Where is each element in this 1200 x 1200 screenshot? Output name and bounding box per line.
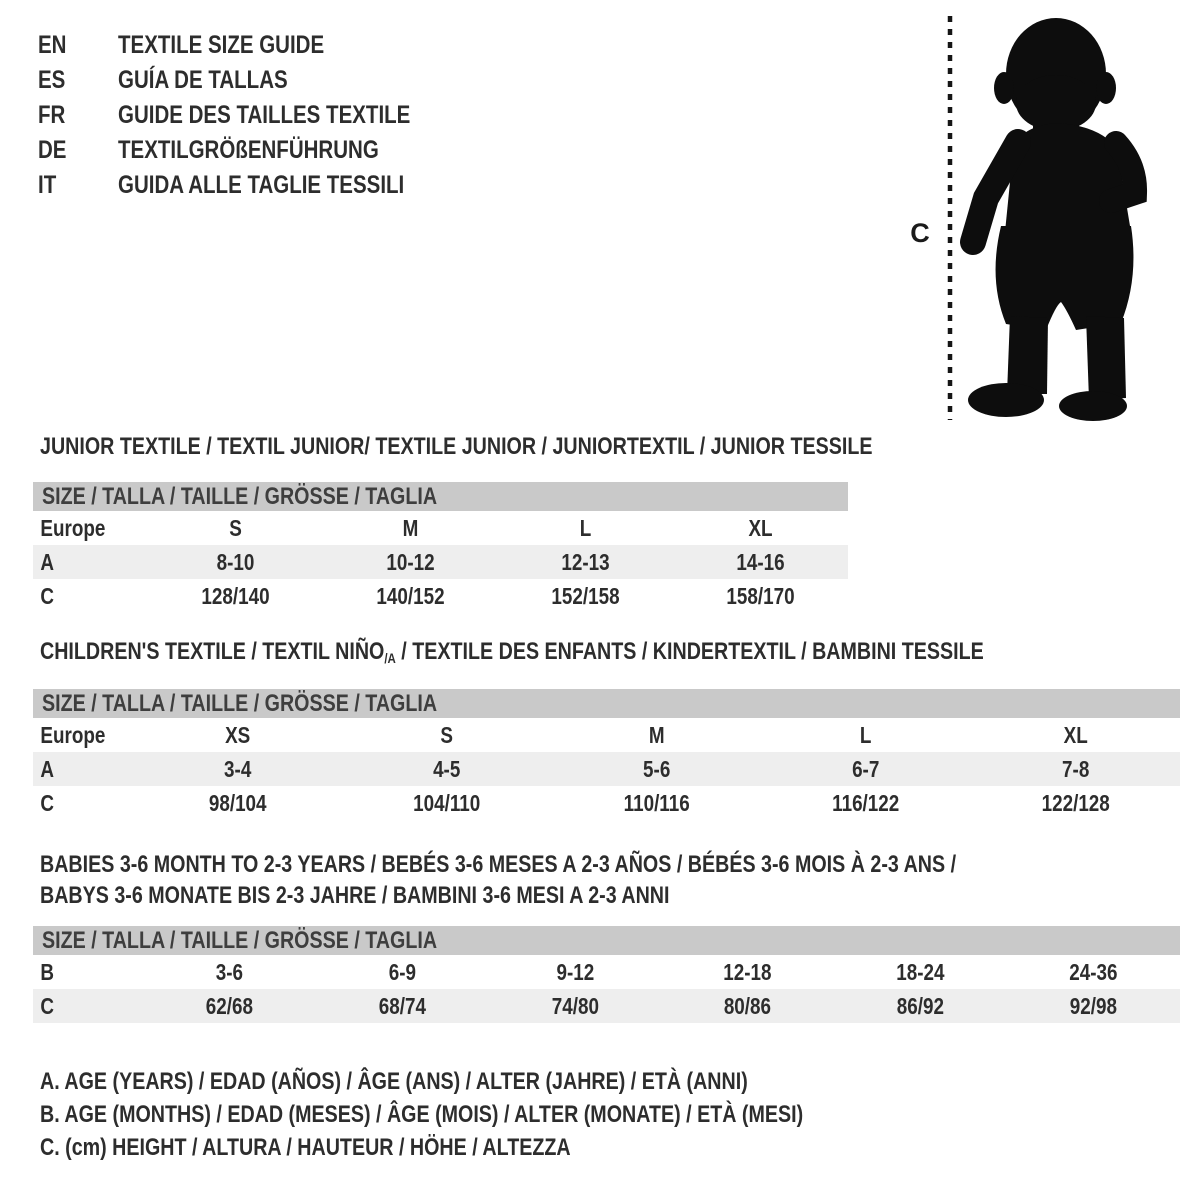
- size-cell: XS: [225, 721, 251, 748]
- table-row-age: [33, 545, 848, 579]
- size-header-text: SIZE / TALLA / TAILLE / GRÖSSE / TAGLIA: [42, 926, 438, 954]
- measurement-legend: [40, 1065, 971, 1164]
- size-cell: S: [440, 721, 454, 748]
- language-code: EN: [38, 31, 67, 59]
- height-cell: 62/68: [205, 992, 254, 1019]
- height-cell: 116/122: [832, 789, 900, 816]
- row-label: A: [40, 548, 55, 575]
- language-title: GUÍA DE TALLAS: [118, 66, 288, 94]
- size-header-text: SIZE / TALLA / TAILLE / GRÖSSE / TAGLIA: [42, 689, 438, 717]
- height-cell: 92/98: [1069, 992, 1118, 1019]
- age-cell: 7-8: [1061, 755, 1089, 782]
- height-cell: 86/92: [897, 992, 945, 1019]
- age-cell: 24-36: [1069, 958, 1118, 985]
- language-title: TEXTILE SIZE GUIDE: [118, 31, 325, 59]
- row-label: C: [40, 789, 55, 816]
- height-cell: 128/140: [201, 582, 270, 609]
- toddler-figure: [890, 0, 1200, 430]
- legend-line-height: C. (cm) HEIGHT / ALTURA / HAUTEUR / HÖHE / ALTEZZA: [40, 1133, 571, 1161]
- age-cell: 12-18: [723, 958, 773, 985]
- junior-section-heading: JUNIOR TEXTILE / TEXTIL JUNIOR/ TEXTILE JUNIOR / JUNIORTEXTIL / JUNIOR TESSILE: [40, 433, 873, 460]
- size-header-bar: [33, 689, 1180, 718]
- language-title: TEXTILGRÖßENFÜHRUNG: [118, 136, 379, 164]
- height-cell: 158/170: [726, 582, 795, 609]
- height-cell: 68/74: [378, 992, 426, 1019]
- age-cell: 6-9: [388, 958, 416, 985]
- language-code: ES: [38, 66, 66, 94]
- language-row: [38, 28, 475, 63]
- age-cell: 9-12: [556, 958, 594, 985]
- row-label: B: [40, 958, 55, 985]
- age-cell: 14-16: [736, 548, 785, 575]
- height-cell: 152/158: [551, 582, 620, 609]
- size-header-bar: [33, 482, 848, 511]
- toddler-silhouette: [968, 18, 1135, 421]
- age-cell: 5-6: [642, 755, 671, 782]
- size-cell: M: [648, 721, 665, 748]
- children-heading-suffix: / TEXTILE DES ENFANTS / KINDERTEXTIL / BAMBINI TESSILE: [395, 638, 984, 665]
- language-code: IT: [38, 171, 57, 199]
- babies-section-heading: [40, 849, 956, 911]
- age-cell: 8-10: [216, 548, 255, 575]
- height-cell: 110/116: [623, 789, 690, 816]
- language-row: [38, 63, 475, 98]
- row-label: C: [40, 582, 55, 609]
- age-cell: 6-7: [852, 755, 880, 782]
- row-label: Europe: [40, 721, 106, 748]
- size-header-bar: [33, 926, 1180, 955]
- junior-size-table: [33, 482, 848, 613]
- height-cell: 122/128: [1041, 789, 1110, 816]
- height-cell: 80/86: [724, 992, 772, 1019]
- age-cell: 10-12: [386, 548, 435, 575]
- height-cell: 104/110: [413, 789, 481, 816]
- row-label: C: [40, 992, 55, 1019]
- language-code: DE: [38, 136, 67, 164]
- table-row-europe: [33, 718, 1180, 752]
- size-header-text: SIZE / TALLA / TAILLE / GRÖSSE / TAGLIA: [42, 482, 438, 510]
- size-cell: XL: [748, 514, 773, 541]
- children-heading-prefix: CHILDREN'S TEXTILE / TEXTIL NIÑO: [40, 638, 385, 665]
- toddler-figure-svg: [890, 0, 1200, 430]
- table-row-height: [33, 989, 1180, 1023]
- height-cell: 98/104: [208, 789, 267, 816]
- language-title: GUIDA ALLE TAGLIE TESSILI: [118, 171, 405, 199]
- height-measure-label: C: [910, 218, 930, 248]
- size-cell: M: [402, 514, 419, 541]
- babies-heading-line2: BABYS 3-6 MONATE BIS 2-3 JAHRE / BAMBINI 3-6 MESI A 2-3 ANNI: [40, 882, 670, 909]
- legend-line-age-years: A. AGE (YEARS) / EDAD (AÑOS) / ÂGE (ANS) / ALTER (JAHRE) / ETÀ (ANNI): [40, 1067, 748, 1095]
- height-cell: 74/80: [551, 992, 599, 1019]
- table-row-height: [33, 786, 1180, 820]
- age-cell: 18-24: [896, 958, 945, 985]
- language-title: GUIDE DES TAILLES TEXTILE: [118, 101, 411, 129]
- babies-size-table: [33, 926, 1180, 1023]
- age-cell: 4-5: [433, 755, 461, 782]
- size-cell: L: [860, 721, 872, 748]
- language-row: [38, 168, 475, 203]
- row-label: Europe: [40, 514, 106, 541]
- legend-line-age-months: B. AGE (MONTHS) / EDAD (MESES) / ÂGE (MOIS) / ALTER (MONATE) / ETÀ (MESI): [40, 1100, 804, 1128]
- language-title-list: [38, 28, 475, 203]
- babies-heading-line1: BABIES 3-6 MONTH TO 2-3 YEARS / BEBÉS 3-6 MESES A 2-3 AÑOS / BÉBÉS 3-6 MOIS À 2-3 ANS /: [40, 851, 957, 878]
- row-label: A: [40, 755, 55, 782]
- table-row-age-months: [33, 955, 1180, 989]
- table-row-age: [33, 752, 1180, 786]
- language-row: [38, 133, 475, 168]
- size-cell: S: [229, 514, 242, 541]
- children-size-table: [33, 689, 1180, 820]
- children-heading-subscript: /A: [384, 650, 396, 666]
- children-section-heading: [40, 638, 984, 668]
- language-row: [38, 98, 475, 133]
- table-row-europe: [33, 511, 848, 545]
- language-code: FR: [38, 101, 66, 129]
- height-cell: 140/152: [376, 582, 445, 609]
- table-row-height: [33, 579, 848, 613]
- age-cell: 3-6: [215, 958, 244, 985]
- age-cell: 12-13: [561, 548, 610, 575]
- size-cell: XL: [1063, 721, 1088, 748]
- size-cell: L: [579, 514, 592, 541]
- age-cell: 3-4: [224, 755, 252, 782]
